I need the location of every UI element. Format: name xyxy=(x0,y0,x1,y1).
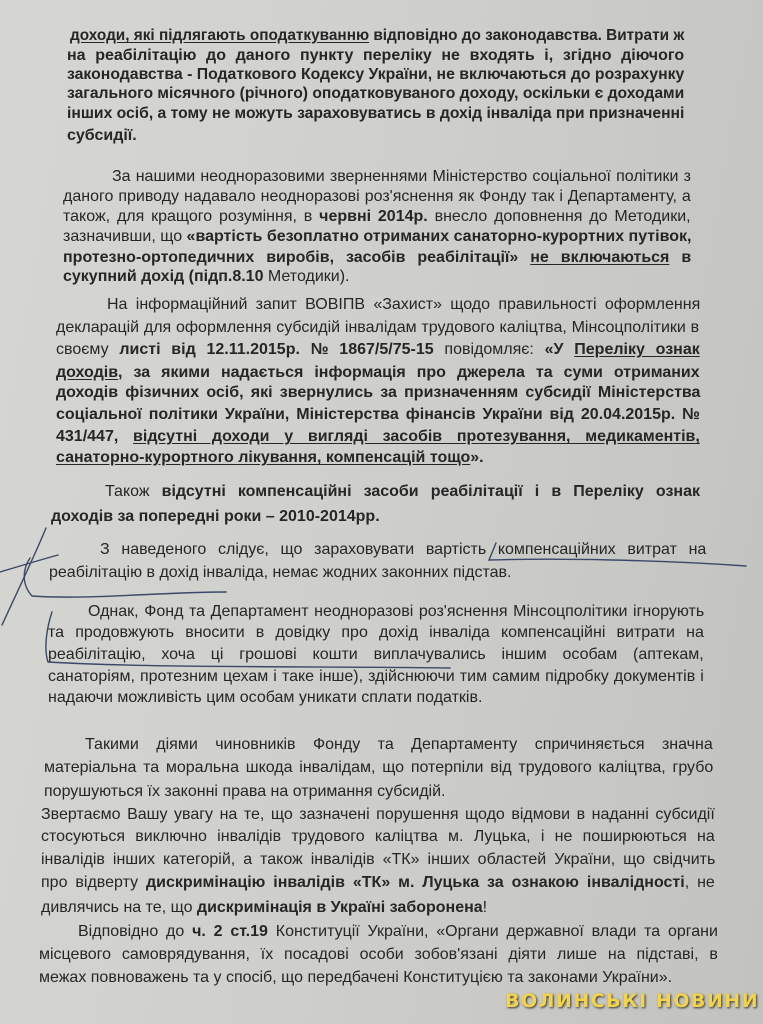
text-run: декларацій для оформлення субсидій інвалідам трудового каліцтва, Мінсоцполітики в xyxy=(56,319,700,336)
bold-text: «вартість безоплатно отриманих санаторно-курортних путівок, xyxy=(186,228,692,245)
bold-text: на реабілітацію до даного пункту переліку не входять і, згідно діючого xyxy=(67,47,685,64)
bold-text: доходів за попередні роки – 2010-2014рр. xyxy=(51,508,380,525)
underlined-text: доходи, які підлягають оподаткуванню xyxy=(70,27,370,44)
text-run: своєму xyxy=(56,341,120,358)
paragraph-line xyxy=(44,758,713,778)
text-run: також, для кращого розуміння, в xyxy=(63,208,320,225)
paragraph-first-line xyxy=(88,602,704,622)
text-run: зазначивши, що xyxy=(63,228,187,245)
bold-text: відсутні компенсаційні засоби реабілітації і в Переліку ознак xyxy=(161,483,700,500)
underlined-text: Переліку ознак xyxy=(574,341,700,358)
text-run: реабілітацію в дохід інваліда, немає жодних законних підстав. xyxy=(49,564,512,581)
paragraph-line xyxy=(39,945,718,965)
paragraph-line xyxy=(48,623,704,643)
text-run: матеріальна та моральна шкода інвалідам, що потерпіли від трудового каліцтва, грубо xyxy=(44,759,714,776)
text-run: про відверту xyxy=(41,874,147,891)
paragraph-line xyxy=(67,46,684,66)
paragraph-line xyxy=(56,318,699,338)
underlined-text: відсутні доходи у вигляді засобів протезування, медикаментів, xyxy=(133,428,700,445)
paragraph-first-line xyxy=(105,482,700,502)
paragraph-line xyxy=(67,84,684,104)
paragraph-line xyxy=(63,187,691,207)
bold-text: листі від 12.11.2015р. № 1867/5/75-15 xyxy=(119,341,434,358)
bold-text: дискримінація в Україні заборонена xyxy=(196,899,483,916)
text-run: З наведеного слідує, що зараховувати вартість компенсаційних витрат на xyxy=(100,541,707,558)
paragraph-line xyxy=(48,667,704,687)
underlined-text: санаторно-курортного лікування, компенсацій тощо xyxy=(56,449,471,466)
bold-text: відповідно до законодавства. Витрати ж xyxy=(369,27,685,44)
text-run: даного приводу надавало неодноразові роз'яснення як Фонду так і Департаменту, а xyxy=(63,188,691,205)
paragraph-line xyxy=(41,873,715,893)
paragraph-line xyxy=(56,363,700,383)
text-run: Однак, Фонд та Департамент неодноразові роз'яснення Мінсоцполітики ігнорують xyxy=(88,603,705,620)
text-run: Відповідно до xyxy=(78,923,193,940)
paragraph-line xyxy=(63,207,691,227)
text-run: та продовжують вносити в довідку про дохід інваліда компенсаційні витрати на xyxy=(48,624,704,641)
watermark-logo: ВОЛИНСЬКІ НОВИНИ xyxy=(505,990,760,1012)
paragraph-line xyxy=(44,782,445,802)
paragraph-first-line xyxy=(41,805,715,825)
text-run: Такими діями чиновників Фонду та Департаменту спричиняється значна xyxy=(85,736,713,753)
text-run: місцевого самоврядування, їх посадові особи зобов'язані діяти лише на підставі, в xyxy=(39,946,718,963)
bold-text: в xyxy=(669,249,692,266)
paragraph-line xyxy=(41,827,715,847)
bold-text: субсидії. xyxy=(67,127,137,144)
paragraph-first-line xyxy=(85,735,713,755)
paragraph-line xyxy=(56,427,700,447)
text-run: Звертаємо Вашу увагу на те, що зазначені порушення щодо відмови в наданні субсидії xyxy=(41,806,715,823)
paragraph-line xyxy=(41,850,715,870)
text-run: санаторіям, протезним цехам і таке інше), здійснюючи тим самим підробку документів і xyxy=(48,668,704,685)
bold-text: протезно-ортопедичних виробів, засобів реабілітації» xyxy=(63,249,519,266)
bold-text: ». xyxy=(470,449,484,466)
text-run: порушуються їх законні права на отримання субсидій. xyxy=(44,783,446,800)
paragraph-line xyxy=(67,65,684,85)
text-run: реабілітацію, хоча ці грошові кошти виплачувались іншим особам (аптекам, xyxy=(48,646,704,663)
bold-text: червні 2014р. xyxy=(319,208,428,225)
bold-text: ч. 2 ст.19 xyxy=(192,923,268,940)
bold-text: , за якими надається інформація про джерела та суми отриманих xyxy=(118,364,700,381)
paragraph-line xyxy=(39,968,672,988)
text-run: внесло доповнення до Методики, xyxy=(427,208,691,225)
paragraph-line xyxy=(63,248,691,268)
paragraph-line xyxy=(48,645,704,665)
text-run: межах повноважень та у спосіб, що передбачені Конституцією та законами України». xyxy=(39,969,673,986)
text-run: стосуються виключно інвалідів трудового каліцтва м. Луцька, і не поширюються на xyxy=(41,828,715,845)
underlined-text: не включаються xyxy=(530,249,670,266)
paragraph-line xyxy=(41,898,487,918)
bold-text: інших осіб, а тому не можуть зараховуватись в дохід інваліда при призначенні xyxy=(67,105,685,122)
bold-text: сукупний дохід (підп.8.10 xyxy=(63,268,264,285)
bold-text: дискримінацію інвалідів «ТК» м. Луцька за ознакою інвалідності xyxy=(146,874,685,891)
paragraph-line xyxy=(56,340,700,360)
bold-text: 431/447, xyxy=(56,428,134,445)
paragraph-first-line xyxy=(78,922,718,942)
paragraph-first-line xyxy=(107,295,700,315)
paragraph-line xyxy=(56,405,700,425)
text-run xyxy=(518,249,530,266)
paragraph-line xyxy=(48,688,482,708)
text-run: За нашими неодноразовими зверненнями Міністерство соціальної політики з xyxy=(112,168,691,185)
paragraph-line xyxy=(63,267,349,287)
paragraph-line xyxy=(51,507,380,527)
paragraph-first-line xyxy=(70,26,684,46)
paragraph-line xyxy=(49,563,511,583)
text-run: , не xyxy=(684,874,715,891)
text-run: На інформаційний запит ВОВІПВ «Захист» щодо правильності оформлення xyxy=(107,296,701,313)
text-run: інвалідів інших категорій, а також інвалідів «ТК» інших областей України, що свідчить xyxy=(41,851,716,868)
bold-text: «У xyxy=(544,341,575,358)
paragraph-line xyxy=(67,104,684,124)
text-run: ! xyxy=(482,899,488,916)
text-run: Методики). xyxy=(263,268,350,285)
paragraph-line xyxy=(56,383,700,403)
paragraph-first-line xyxy=(112,167,691,187)
paragraph-line xyxy=(67,126,137,146)
bold-text: соціальної політики України, Міністерства фінансів України від 20.04.2015р. № xyxy=(56,406,700,423)
bold-text: загального місячного (річного) оподатковуваного доходу, оскільки є доходами xyxy=(67,85,685,102)
paragraph-first-line xyxy=(100,540,706,560)
text-run: Також xyxy=(105,483,162,500)
text-run: дивлячись на те, що xyxy=(41,899,197,916)
text-run: Конституції України, «Органи державної влади та органи xyxy=(267,923,718,940)
pen-cross-mark xyxy=(2,528,46,625)
text-run: повідомляє: xyxy=(433,341,545,358)
bold-text: законодавства - Податкового Кодексу України, не включаються до розрахунку xyxy=(67,66,685,83)
underlined-text: доходів xyxy=(56,364,119,381)
text-run: надаючи можливість цим особам уникати сплати податків. xyxy=(48,689,483,706)
bold-text: доходів фізичних осіб, які звернулись за призначенням субсидії Міністерства xyxy=(56,384,701,401)
paragraph-line xyxy=(56,448,484,468)
paragraph-line xyxy=(63,227,691,247)
